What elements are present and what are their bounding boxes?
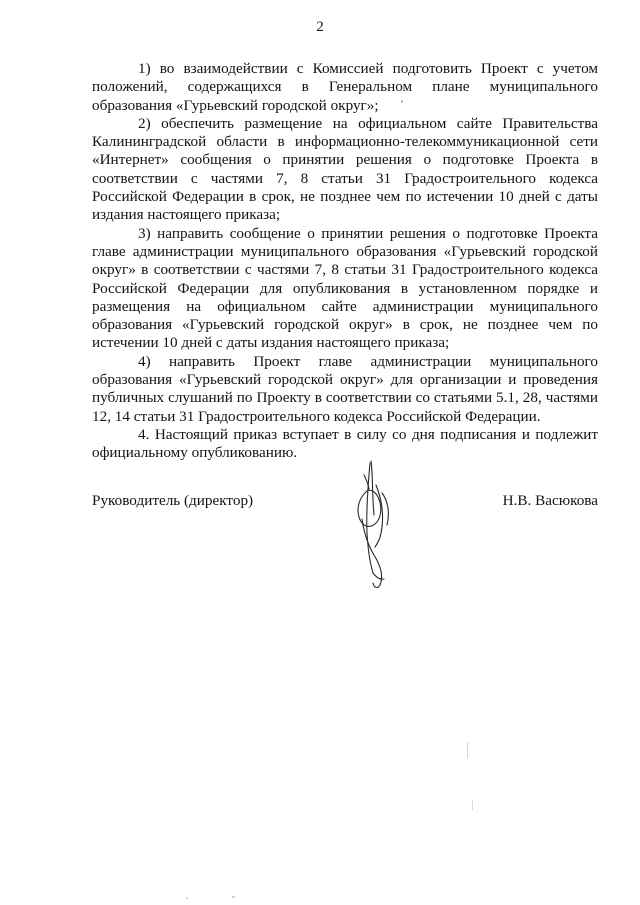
scan-artifact xyxy=(467,742,468,758)
scan-artifact xyxy=(186,897,188,899)
paragraph-item-3: 3) направить сообщение о принятии решения о подготовке Проекта главе администрации муниципального образования «Гурьевский городской округ» в соответствии с частями 7, 8 статьи 31 Градостроительного кодекса Российской Федерации для опубликования в установленном порядке и размещения на официальном сайте администрации муниципального образования «Гурьевский городской округ» в срок, не позднее чем по истечении 10 дней с даты издания настоящего приказа; xyxy=(92,224,598,352)
paragraph-item-2: 2) обеспечить размещение на официальном сайте Правительства Калининградской области в информационно-телекоммуникационной сети «Интернет» сообщения о принятии решения о подготовке Проекта в соответствии с частями 7, 8 статьи 31 Градостроительного кодекса Российской Федерации в срок, не позднее чем по истечении 10 дней с даты издания настоящего приказа; xyxy=(92,114,598,224)
paragraph-item-4: 4) направить Проект главе администрации муниципального образования «Гурьевский городской округ» для организации и проведения публичных слушаний по Проекту в соответствии со статьями 5.1, 28, частями 12, 14 статьи 31 Градостроительного кодекса Российской Федерации. xyxy=(92,352,598,425)
scan-artifact xyxy=(401,100,403,103)
signatory-name: Н.В. Васюкова xyxy=(502,492,598,509)
scan-artifact xyxy=(472,800,473,810)
scan-artifact xyxy=(232,896,235,898)
paragraph-clause-4: 4. Настоящий приказ вступает в силу со дня подписания и подлежит официальному опубликованию. xyxy=(92,425,598,462)
page-number: 2 xyxy=(316,19,324,35)
signatory-position: Руководитель (директор) xyxy=(92,492,254,509)
handwritten-signature-icon xyxy=(340,455,410,595)
document-body xyxy=(92,60,598,463)
paragraph-item-1: 1) во взаимодействии с Комиссией подготовить Проект с учетом положений, содержащихся в Генеральном плане муниципального образования «Гурьевский городской округ»; xyxy=(92,60,598,114)
